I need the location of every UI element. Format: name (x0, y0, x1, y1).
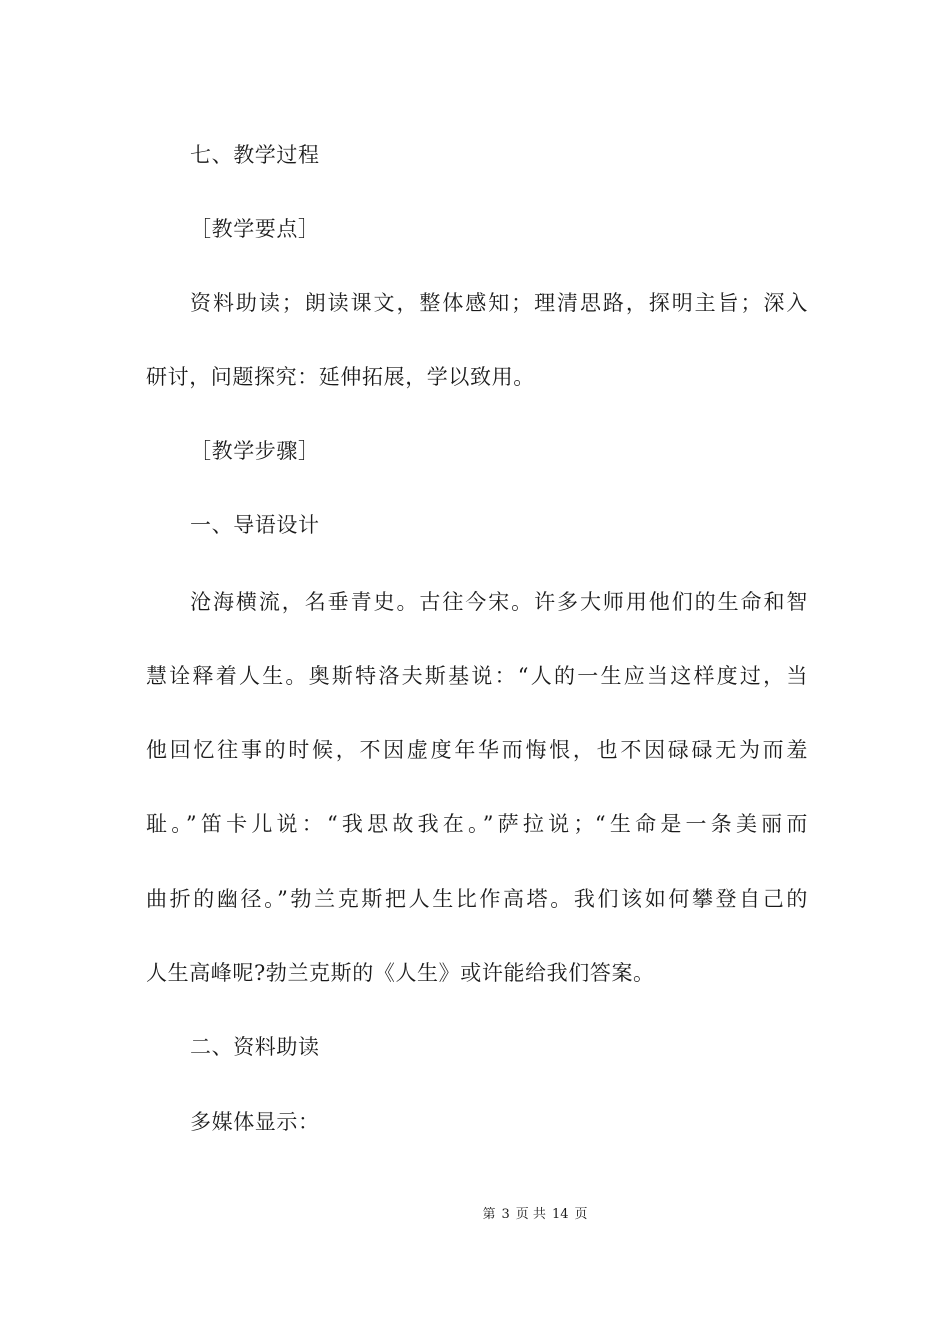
footer-current-page: 3 (501, 1207, 510, 1222)
paragraph-line: 沧海横流，名垂青史。古往今宋。许多大师用他们的生命和智 (190, 590, 808, 614)
page-footer (0, 1206, 950, 1224)
paragraph-line: 多媒体显示： (190, 1110, 320, 1134)
subheading-teaching-points: ［教学要点］ (190, 217, 320, 241)
footer-suffix: 页 (574, 1207, 588, 1222)
footer-total-pages: 14 (551, 1207, 569, 1222)
section-heading-materials: 二、资料助读 (190, 1035, 320, 1059)
paragraph-line: 资料助读；朗读课文，整体感知；理清思路，探明主旨；深入 (190, 291, 808, 315)
subheading-teaching-steps: ［教学步骤］ (190, 439, 320, 463)
section-heading-teaching-process: 七、教学过程 (190, 143, 320, 167)
paragraph-line: 耻。”笛卡儿说：“我思故我在。”萨拉说；“生命是一条美丽而 (146, 812, 808, 836)
paragraph-line: 慧诠释着人生。奥斯特洛夫斯基说：“人的一生应当这样度过，当 (146, 664, 808, 688)
footer-middle: 页 共 (515, 1207, 546, 1222)
paragraph-line: 他回忆往事的时候，不因虚度年华而悔恨，也不因碌碌无为而羞 (146, 738, 808, 762)
paragraph-line: 人生高峰呢?勃兰克斯的《人生》或许能给我们答案。 (146, 961, 655, 985)
paragraph-line: 曲折的幽径。”勃兰克斯把人生比作高塔。我们该如何攀登自己的 (146, 887, 808, 911)
section-heading-introduction: 一、导语设计 (190, 513, 320, 537)
footer-prefix: 第 (482, 1207, 496, 1222)
paragraph-line: 研讨，问题探究：延伸拓展，学以致用。 (146, 365, 535, 389)
